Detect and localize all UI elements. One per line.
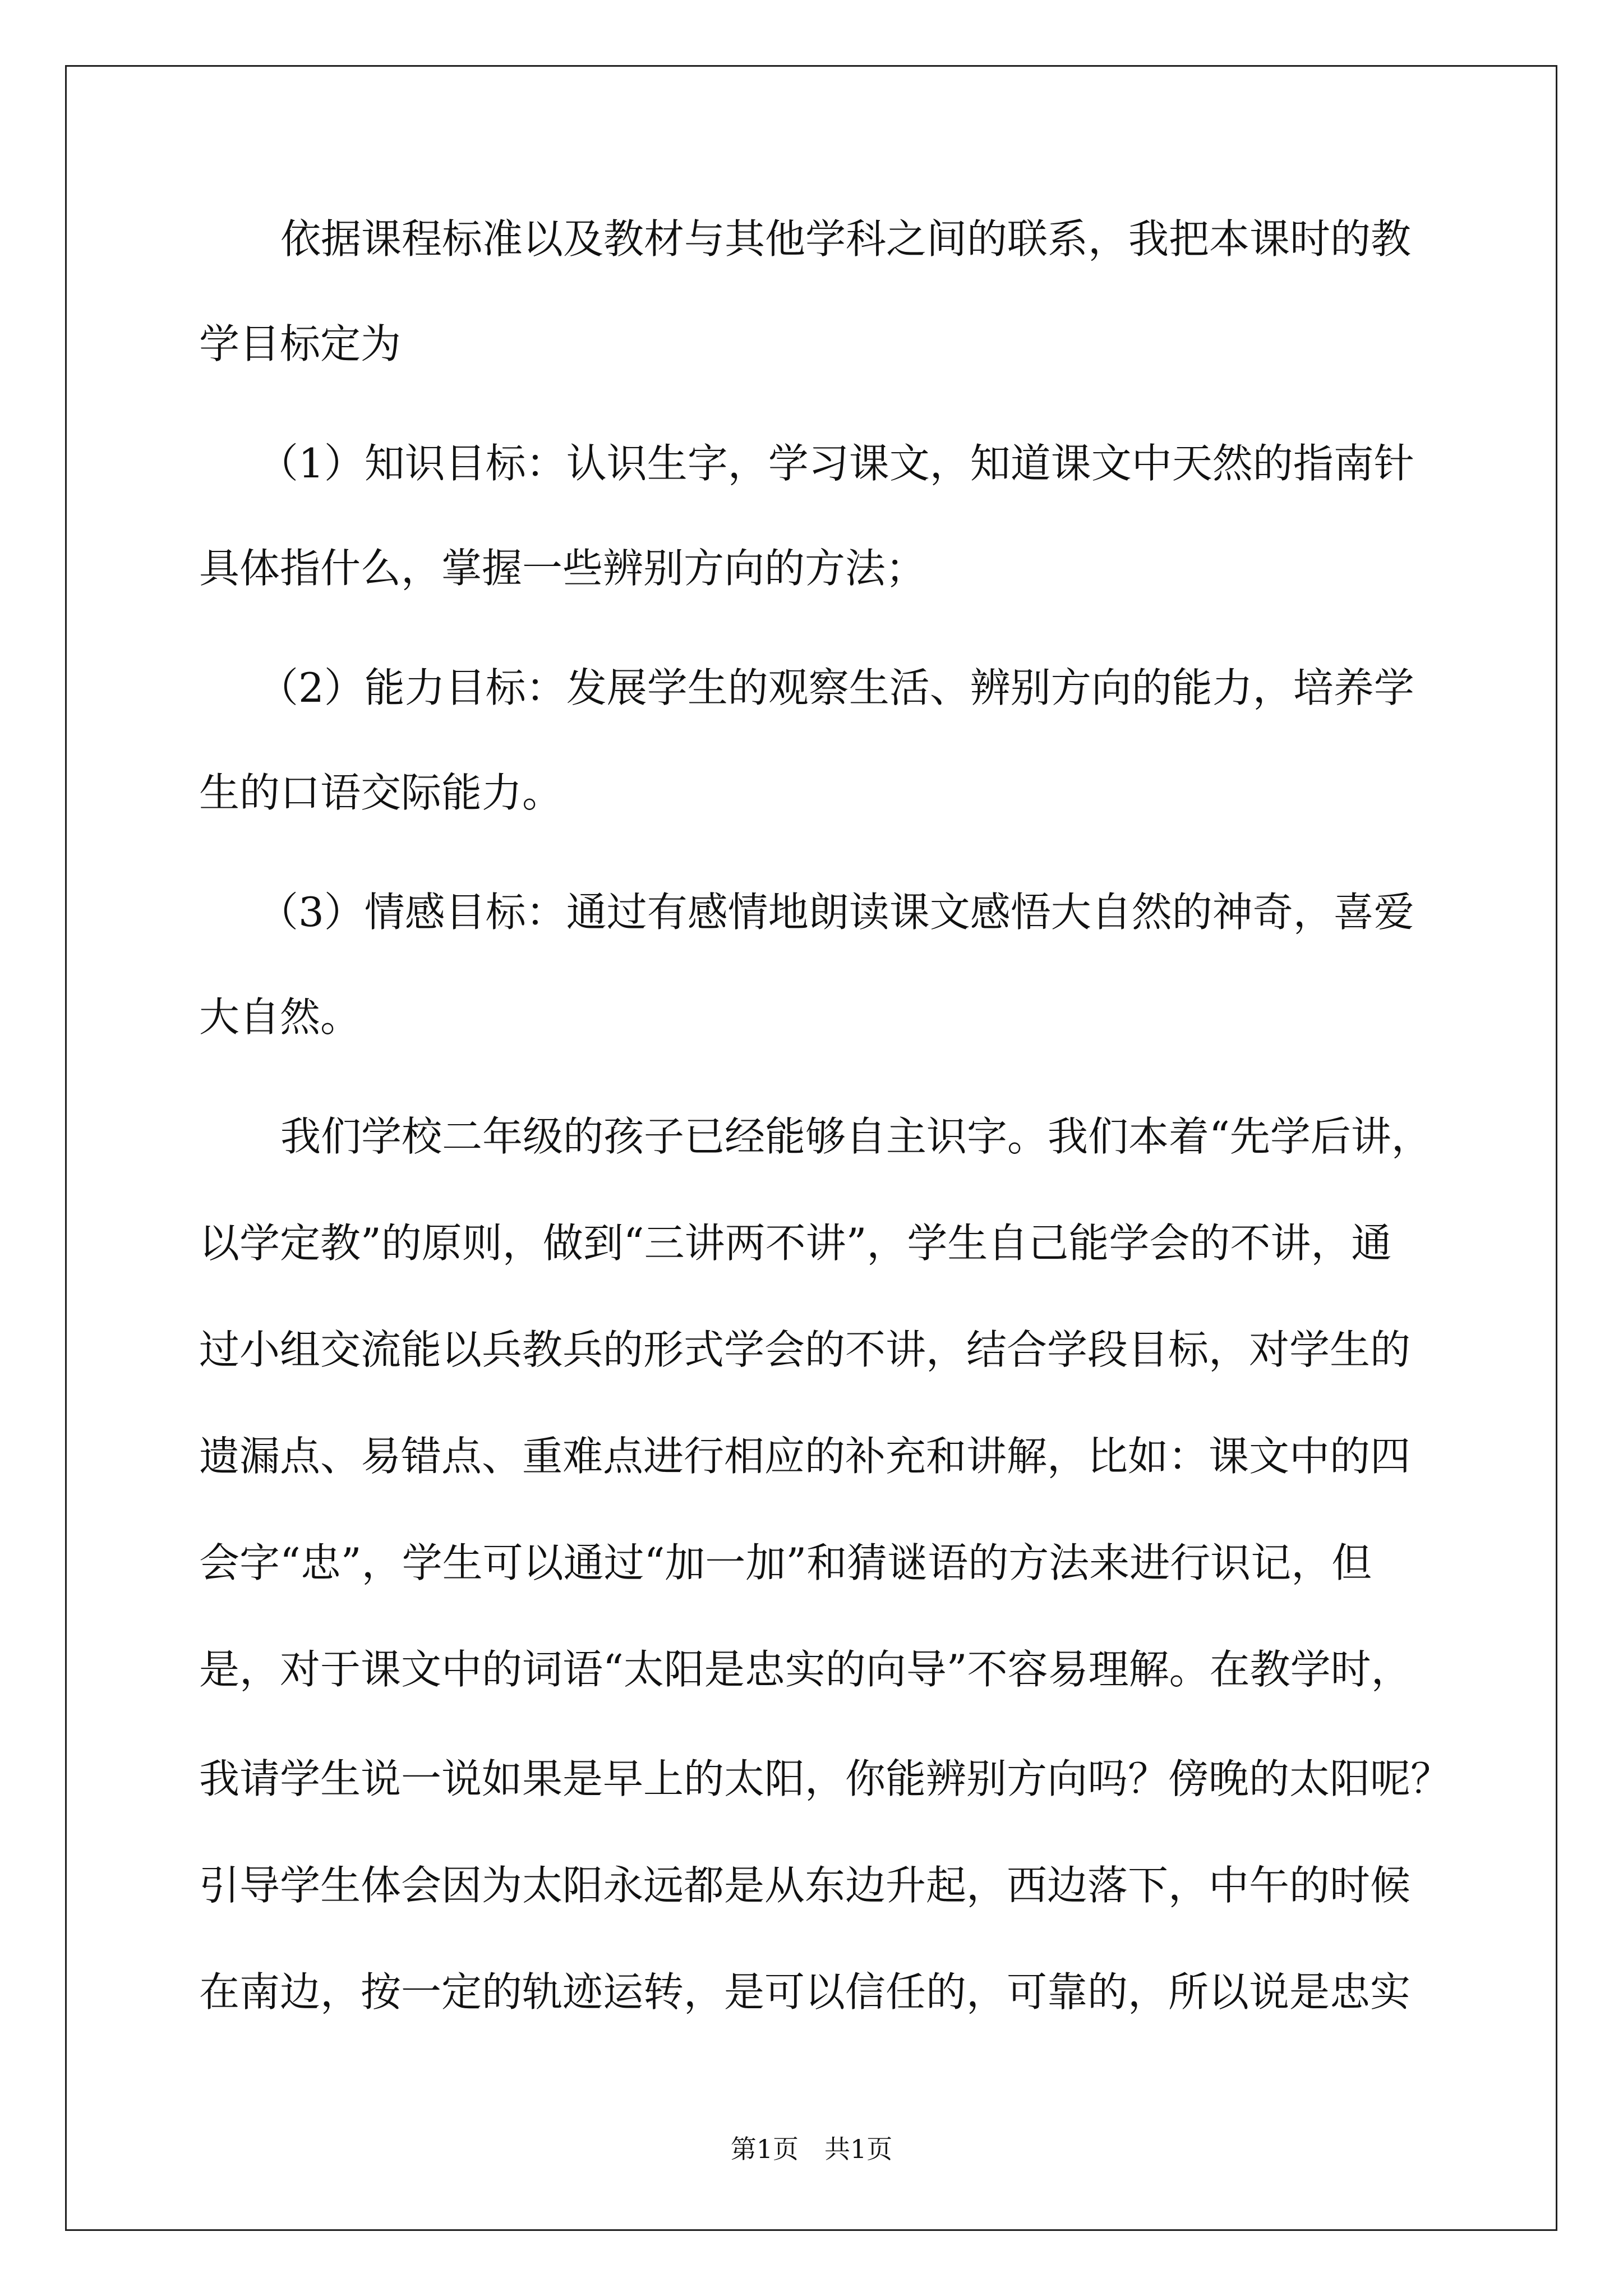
text-line: 是，对于课文中的词语“太阳是忠实的向导”不容易理解。在教学时， — [199, 1646, 1412, 1693]
text-line: 遗漏点、易错点、重难点进行相应的补充和讲解，比如：课文中的四 — [199, 1433, 1411, 1480]
text-line: 引导学生体会因为太阳永远都是从东边升起，西边落下，中午的时候 — [199, 1862, 1411, 1909]
text-line: （3）情感目标：通过有感情地朗读课文感悟大自然的神奇，喜爱 — [258, 889, 1414, 936]
text-line: 我们学校二年级的孩子已经能够自主识字。我们本着“先学后讲， — [280, 1113, 1432, 1160]
page-footer: 第1页 共1页 — [730, 2134, 893, 2164]
text-line: 我请学生说一说如果是早上的太阳，你能辨别方向吗？傍晚的太阳呢？ — [199, 1755, 1451, 1802]
text-line: 过小组交流能以兵教兵的形式学会的不讲，结合学段目标，对学生的 — [199, 1326, 1411, 1373]
text-line: 学目标定为 — [199, 320, 402, 367]
text-line: （2）能力目标：发展学生的观察生活、辨别方向的能力，培养学 — [258, 664, 1414, 711]
text-line: 具体指什么，掌握一些辨别方向的方法； — [199, 545, 926, 592]
text-line: 生的口语交际能力。 — [199, 769, 563, 816]
text-line: 会字“忠”，学生可以通过“加一加”和猜谜语的方法来进行识记，但 — [199, 1539, 1372, 1586]
text-line: （1）知识目标：认识生字，学习课文，知道课文中天然的指南针 — [258, 440, 1414, 487]
text-line: 在南边，按一定的轨迹运转，是可以信任的，可靠的，所以说是忠实 — [199, 1968, 1411, 2016]
text-line: 依据课程标准以及教材与其他学科之间的联系，我把本课时的教 — [280, 215, 1412, 263]
text-line: 以学定教”的原则，做到“三讲两不讲”，学生自己能学会的不讲，通 — [199, 1220, 1392, 1267]
text-line: 大自然。 — [199, 993, 361, 1041]
